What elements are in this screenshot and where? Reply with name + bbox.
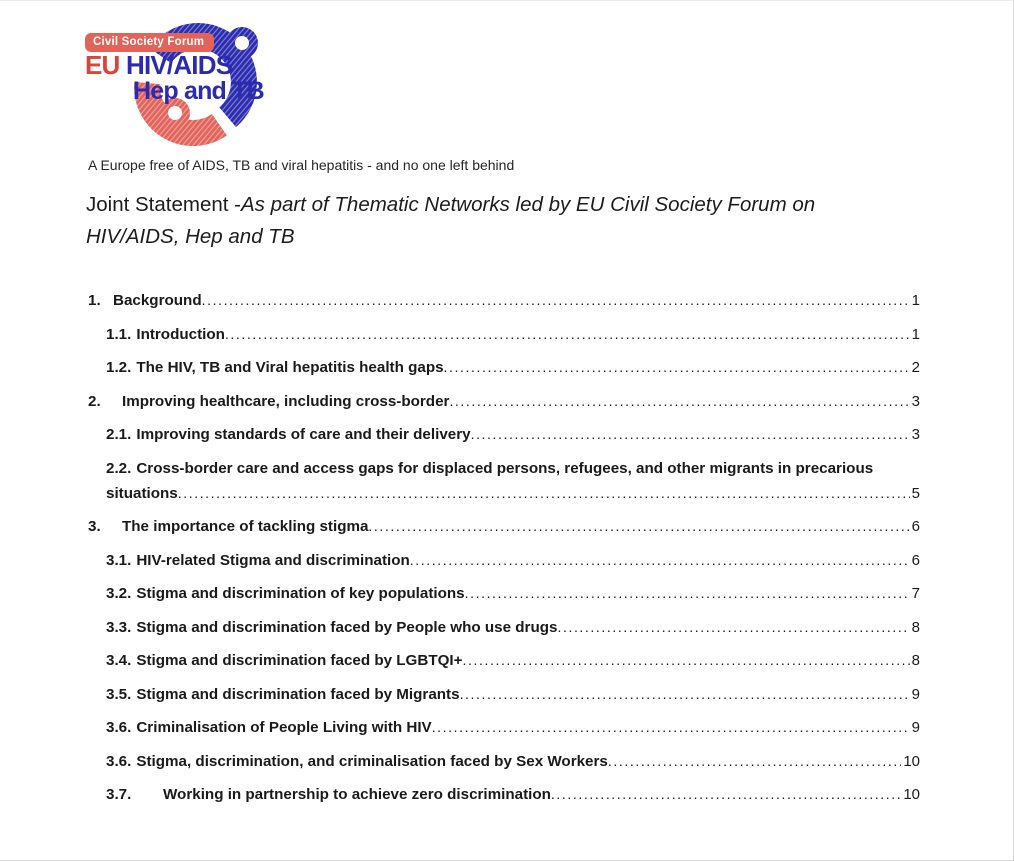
toc-label-last: Improving standards of care and their delivery bbox=[136, 426, 471, 443]
toc-entry[interactable] bbox=[88, 615, 920, 640]
csf-logo bbox=[85, 11, 263, 159]
toc-leader bbox=[465, 581, 910, 606]
toc-page: 7 bbox=[911, 585, 920, 602]
toc-label-last: Introduction bbox=[136, 325, 225, 343]
toc-page: 1 bbox=[911, 292, 920, 309]
toc-entry-lastline bbox=[106, 355, 920, 380]
toc-entry[interactable] bbox=[88, 749, 920, 774]
toc-page: 3 bbox=[911, 392, 920, 410]
toc-number-last: 3.4. bbox=[106, 652, 132, 669]
toc-number-last: 1.1. bbox=[106, 325, 132, 343]
toc-entry-lastline bbox=[106, 682, 920, 707]
toc-label-last: HIV-related Stigma and discrimination bbox=[136, 551, 410, 569]
toc-list bbox=[88, 288, 920, 816]
logo-eu-text: EU bbox=[85, 50, 120, 80]
toc-entry-lastline bbox=[106, 782, 920, 807]
toc-page: 6 bbox=[911, 551, 920, 569]
toc-entry[interactable] bbox=[88, 322, 920, 347]
toc-page: 6 bbox=[911, 518, 920, 535]
toc-entry-firstline bbox=[106, 456, 920, 481]
logo-banner-label: Civil Society Forum bbox=[93, 36, 205, 48]
toc-leader bbox=[444, 355, 910, 380]
toc-label-last: Stigma and discrimination of key populations bbox=[136, 585, 465, 602]
toc-page: 8 bbox=[911, 618, 920, 636]
toc-leader bbox=[463, 648, 910, 673]
toc-label: Cross-border care and access gaps for displaced persons, refugees, and other migrants in precarious bbox=[136, 459, 874, 477]
toc-number-last: 3.1. bbox=[106, 551, 132, 569]
toc-label-last: situations bbox=[106, 484, 178, 502]
toc-label-last: Stigma and discrimination faced by LGBTQI+ bbox=[136, 652, 463, 669]
toc-number-last: 3. bbox=[88, 518, 101, 535]
toc-entry-lastline bbox=[106, 548, 920, 573]
toc-leader bbox=[460, 682, 910, 707]
toc-entry[interactable] bbox=[88, 389, 920, 414]
toc-leader bbox=[608, 749, 901, 774]
toc-entry-lastline bbox=[106, 615, 920, 640]
toc-page: 8 bbox=[911, 652, 920, 669]
title-emphasis: As part of Thematic Networks led by EU Civil Society Forum on HIV/AIDS, Hep and TB bbox=[86, 193, 816, 248]
toc-leader bbox=[557, 615, 909, 640]
toc-entry[interactable] bbox=[88, 581, 920, 606]
toc-number-last: 3.2. bbox=[106, 585, 132, 602]
toc-label-last: The HIV, TB and Viral hepatitis health gaps bbox=[136, 359, 444, 376]
toc-entry-lastline bbox=[106, 422, 920, 447]
toc-entry[interactable] bbox=[88, 355, 920, 380]
page-title bbox=[86, 189, 886, 252]
toc-label-last: Criminalisation of People Living with HIV bbox=[136, 719, 432, 736]
toc-entry[interactable] bbox=[88, 782, 920, 807]
toc-entry[interactable] bbox=[88, 422, 920, 447]
toc-entry-lastline bbox=[88, 514, 920, 539]
toc-leader bbox=[368, 514, 909, 539]
toc-number-last: 2. bbox=[88, 392, 101, 410]
toc-entry[interactable] bbox=[88, 715, 920, 740]
toc-number-last: 1. bbox=[88, 292, 101, 309]
toc-label-last: Stigma, discrimination, and criminalisation faced by Sex Workers bbox=[136, 752, 608, 770]
toc-page: 10 bbox=[903, 786, 920, 803]
toc-entry-lastline bbox=[106, 715, 920, 740]
toc-leader bbox=[471, 422, 910, 447]
toc-leader bbox=[202, 288, 910, 313]
toc-page: 5 bbox=[911, 484, 920, 502]
toc-entry-lastline bbox=[106, 749, 920, 774]
toc-number-last: 1.2. bbox=[106, 359, 132, 376]
toc-entry[interactable] bbox=[88, 288, 920, 313]
title-prefix: Joint Statement - bbox=[86, 193, 241, 216]
toc-number-last: 3.6. bbox=[106, 719, 132, 736]
toc-label-last: Working in partnership to achieve zero discrimination bbox=[163, 786, 551, 803]
toc-label-last: The importance of tackling stigma bbox=[122, 518, 369, 535]
toc-number-last: 3.7. bbox=[106, 786, 132, 803]
toc-page: 3 bbox=[911, 426, 920, 443]
toc-entry[interactable] bbox=[88, 682, 920, 707]
toc-number-last: 3.3. bbox=[106, 618, 132, 636]
toc-label-last: Stigma and discrimination faced by Migrants bbox=[136, 685, 460, 703]
toc-leader bbox=[551, 782, 901, 807]
toc-leader bbox=[432, 715, 910, 740]
toc-number: 2.2. bbox=[106, 459, 132, 477]
toc-entry[interactable] bbox=[88, 548, 920, 573]
toc-page: 1 bbox=[911, 325, 920, 343]
toc-entry-lastline bbox=[106, 481, 920, 506]
toc-leader bbox=[449, 389, 909, 414]
toc-entry-lastline bbox=[88, 288, 920, 313]
toc-number-last: 2.1. bbox=[106, 426, 132, 443]
tagline: A Europe free of AIDS, TB and viral hepatitis - and no one left behind bbox=[88, 157, 515, 173]
toc-entry-lastline bbox=[88, 389, 920, 414]
logo-hivaids-text: HIV/AIDS bbox=[125, 50, 233, 80]
toc-number-last: 3.5. bbox=[106, 685, 132, 703]
toc-entry[interactable] bbox=[88, 456, 920, 506]
toc-label-last: Stigma and discrimination faced by People who use drugs bbox=[136, 618, 558, 636]
toc-page: 9 bbox=[911, 685, 920, 703]
toc-label-last: Improving healthcare, including cross-border bbox=[122, 392, 450, 410]
toc-leader bbox=[178, 481, 910, 506]
toc-page: 9 bbox=[911, 719, 920, 736]
toc-page: 10 bbox=[903, 752, 920, 770]
logo-heptb-text: Hep and TB bbox=[133, 77, 264, 105]
toc-number-last: 3.6. bbox=[106, 752, 132, 770]
toc-leader bbox=[410, 548, 910, 573]
toc-entry-lastline bbox=[106, 581, 920, 606]
toc-page: 2 bbox=[911, 359, 920, 376]
toc-leader bbox=[225, 322, 910, 347]
toc-entry[interactable] bbox=[88, 514, 920, 539]
toc-label-last: Background bbox=[113, 292, 202, 309]
toc-entry-lastline bbox=[106, 648, 920, 673]
toc-entry-lastline bbox=[106, 322, 920, 347]
toc-entry[interactable] bbox=[88, 648, 920, 673]
